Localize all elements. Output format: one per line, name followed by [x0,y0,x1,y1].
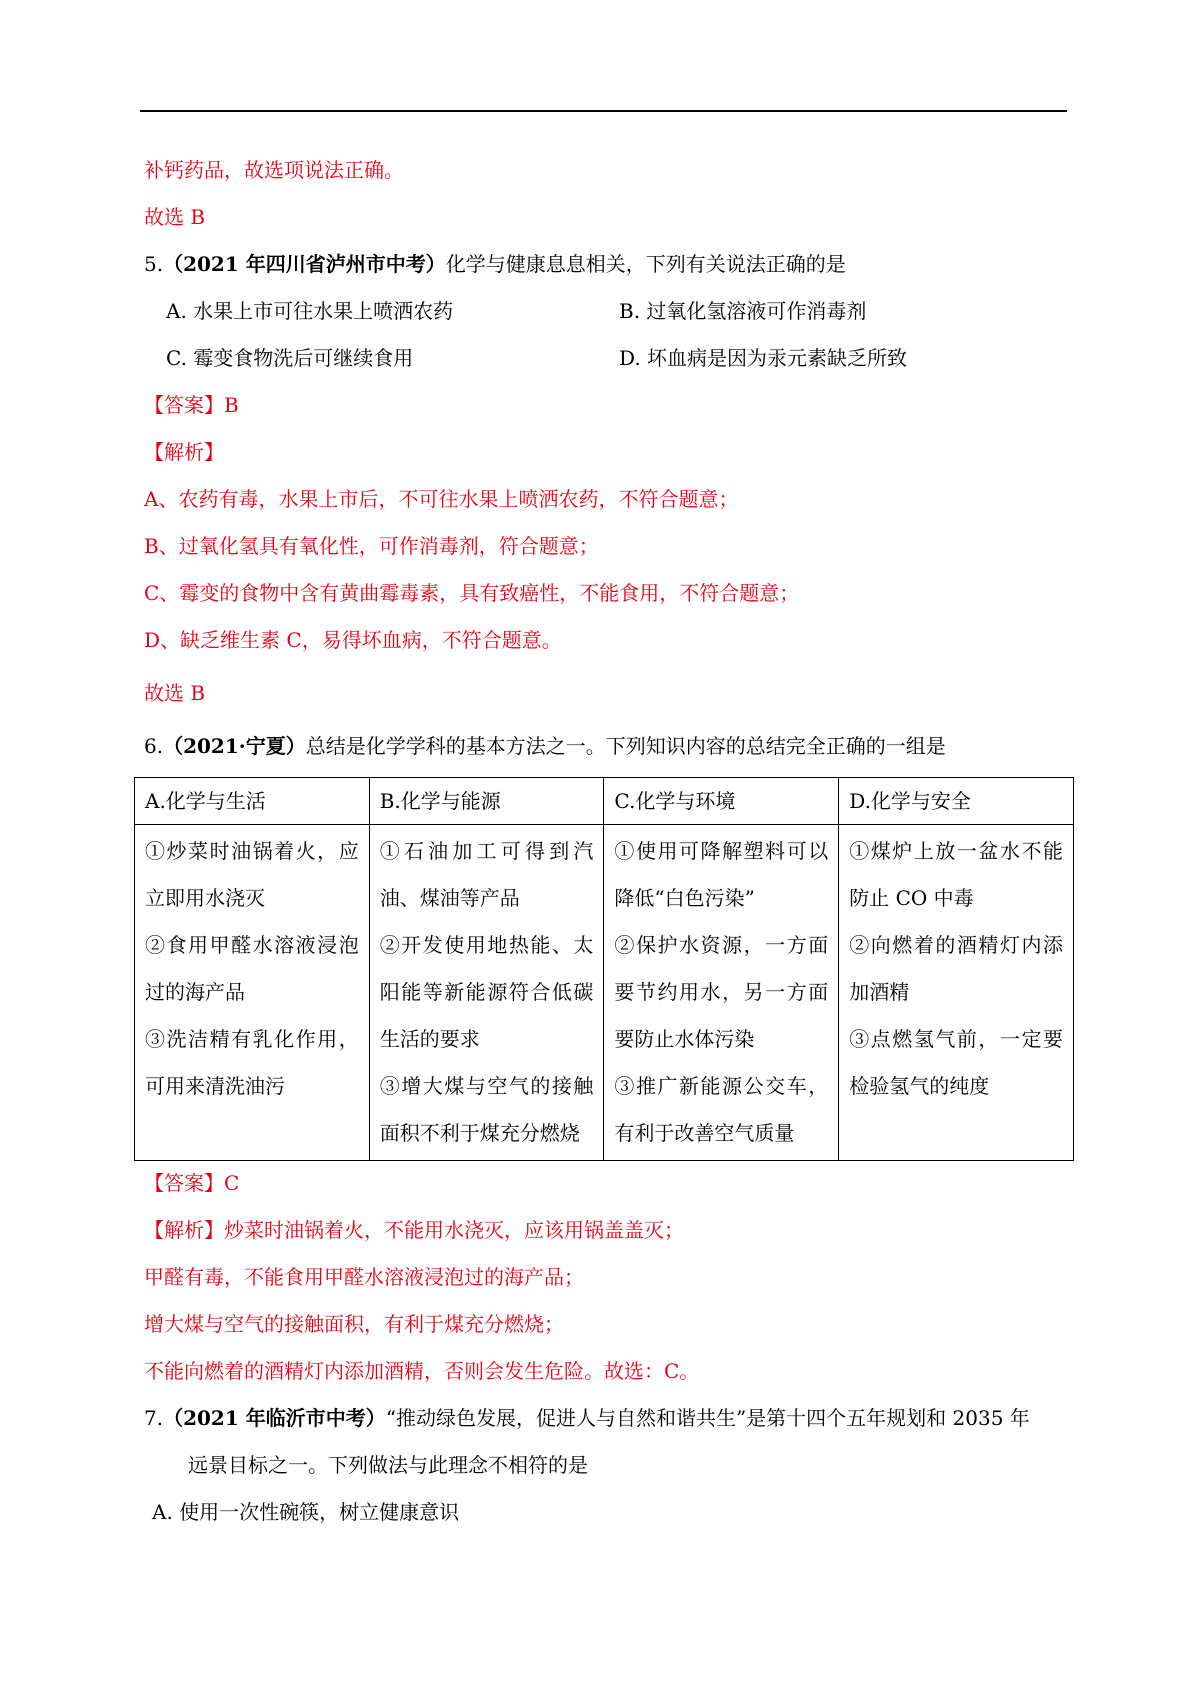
analysis-line: A、农药有毒，水果上市后，不可往水果上喷洒农药，不符合题意； [144,487,739,511]
question-number: 6. [144,734,164,758]
document-body [144,152,1074,1541]
table-cell: ①炒菜时油锅着火，应立即用水浇灭 ②食用甲醛水溶液浸泡过的海产品 ③洗洁精有乳化作用，可用来清洗油污 [135,825,370,1161]
question-number: 5. [144,252,164,276]
analysis-line: C、霉变的食物中含有黄曲霉毒素，具有致癌性，不能食用，不符合题意； [144,581,800,605]
header-rule [140,110,1067,112]
table-cell: ①煤炉上放一盆水不能防止 CO 中毒 ②向燃着的酒精灯内添加酒精 ③点燃氢气前，一定要检验氢气的纯度 [839,825,1074,1161]
table-cell: ①使用可降解塑料可以降低“白色污染” ②保护水资源，一方面要节约用水，另一方面要防止水体污染 ③推广新能源公交车，有利于改善空气质量 [604,825,839,1161]
question-5-stem [144,246,1074,293]
analysis-line: D、缺乏维生素 C，易得坏血病，不符合题意。 [144,628,562,652]
table-header-row [135,778,1074,825]
question-source: （2021 年四川省泸州市中考） [163,252,446,276]
answer: 【答案】C [144,1171,240,1195]
analysis-label: 【解析】 [144,440,224,464]
analysis-line: 不能向燃着的酒精灯内添加酒精，否则会发生危险。故选：C。 [144,1359,700,1383]
table-header-cell: C.化学与环境 [604,778,839,825]
option-a: A. 水果上市可往水果上喷洒农药 [166,299,454,323]
prev-conclusion: 故选 B [144,205,206,229]
question-number: 7. [144,1406,164,1430]
question-6-stem [144,728,1074,775]
question-text: “推动绿色发展，促进人与自然和谐共生”是第十四个五年规划和 2035 年 [385,1406,1030,1430]
options-row [144,293,1074,340]
question-source: （2021·宁夏） [163,734,306,758]
analysis-label: 【解析】 [144,1218,224,1242]
option-d: D. 坏血病是因为汞元素缺乏所致 [619,346,908,370]
question-7-stem [144,1400,1074,1447]
option-b: B. 过氧化氢溶液可作消毒剂 [619,299,867,323]
prev-analysis-line: 补钙药品，故选项说法正确。 [144,158,404,182]
analysis-line: 【解析】炒菜时油锅着火，不能用水浇灭，应该用锅盖盖灭； [144,1218,684,1242]
knowledge-table [134,777,1074,1161]
question-text: 化学与健康息息相关，下列有关说法正确的是 [445,252,846,276]
option-a: A. 使用一次性碗筷，树立健康意识 [152,1500,460,1524]
question-text: 总结是化学学科的基本方法之一。下列知识内容的总结完全正确的一组是 [305,734,946,758]
conclusion: 故选 B [144,681,206,705]
analysis-line: 甲醛有毒，不能食用甲醛水溶液浸泡过的海产品； [144,1265,584,1289]
table-header-cell: B.化学与能源 [369,778,604,825]
answer: 【答案】B [144,393,239,417]
option-c: C. 霉变食物洗后可继续食用 [166,346,414,370]
options-row [144,340,1074,387]
analysis-line: B、过氧化氢具有氧化性，可作消毒剂，符合题意； [144,534,599,558]
analysis-line: 增大煤与空气的接触面积，有利于煤充分燃烧； [144,1312,564,1336]
table-cell: ①石油加工可得到汽油、煤油等产品 ②开发使用地热能、太阳能等新能源符合低碳生活的要求 ③增大煤与空气的接触面积不利于煤充分燃烧 [369,825,604,1161]
table-header-cell: D.化学与安全 [839,778,1074,825]
question-source: （2021 年临沂市中考） [163,1406,386,1430]
table-row [135,825,1074,1161]
question-text-continued: 远景目标之一。下列做法与此理念不相符的是 [188,1453,588,1477]
table-header-cell: A.化学与生活 [135,778,370,825]
